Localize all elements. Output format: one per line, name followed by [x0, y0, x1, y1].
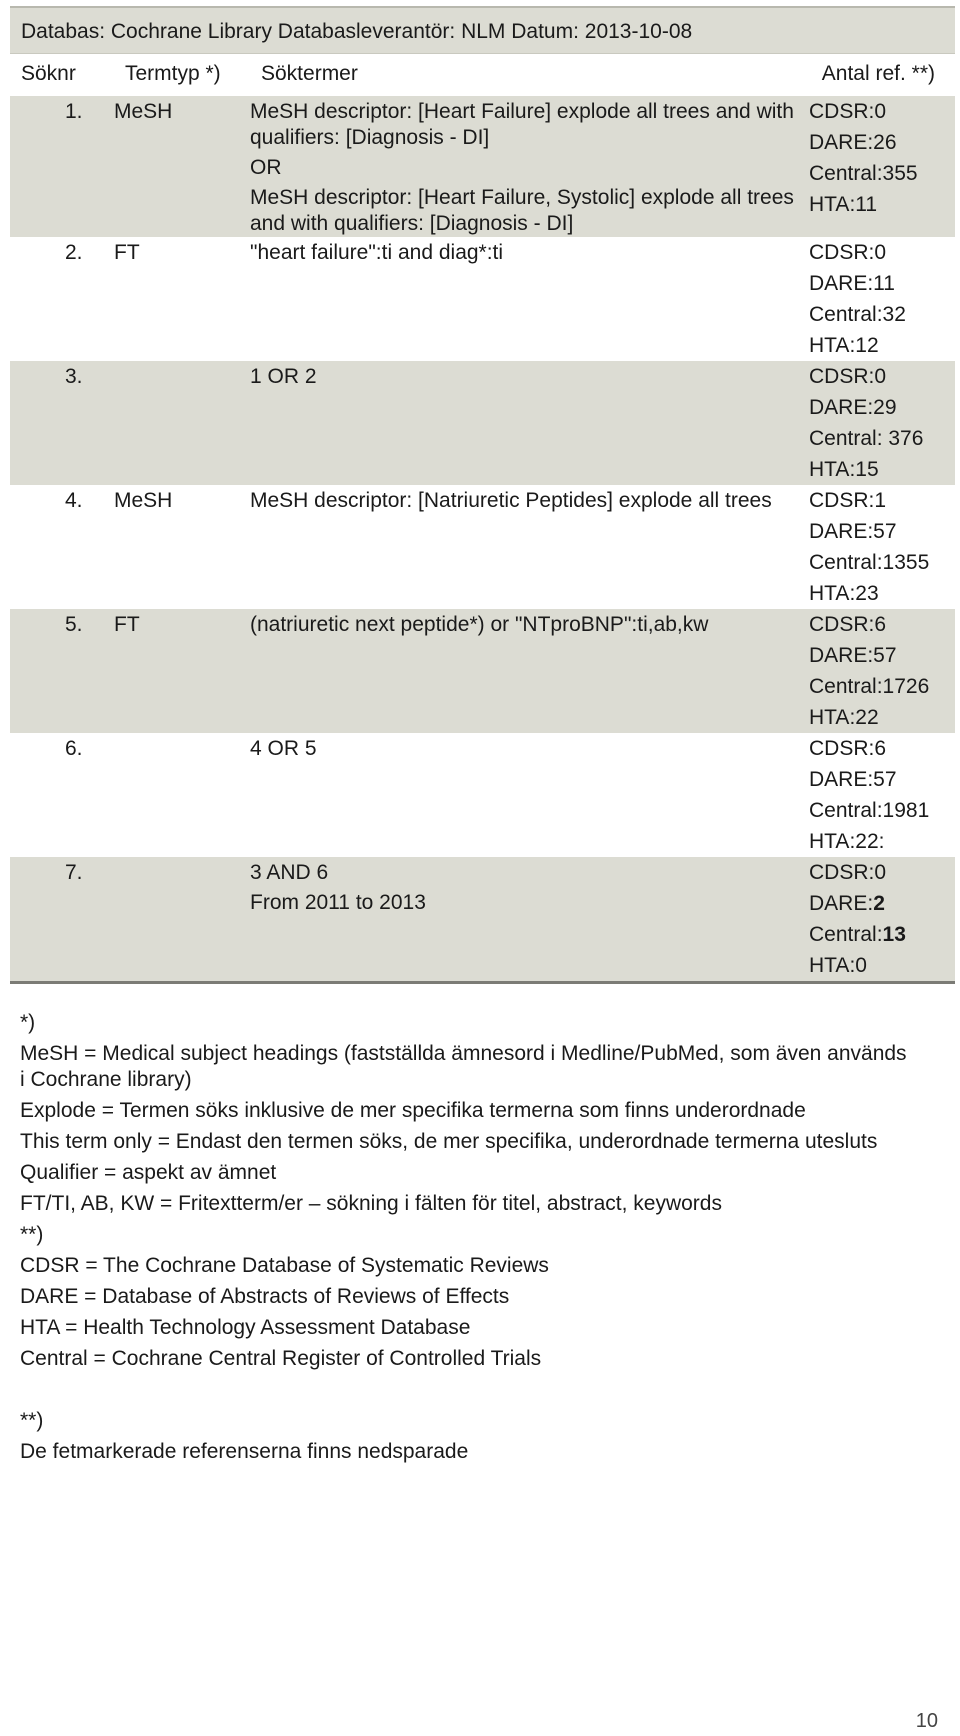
term-type: MeSH: [114, 96, 250, 237]
reference-count: Central:1355: [809, 551, 930, 574]
reference-count: DARE:57: [809, 520, 897, 543]
reference-count: Central:1726: [809, 675, 930, 698]
reference-count: CDSR:0: [809, 241, 887, 264]
footnote-line: This term only = Endast den termen söks, de mer specifika, underordnade termerna utesluts: [20, 1130, 878, 1153]
column-header-terms: Söktermer: [261, 62, 358, 85]
column-header-type: Termtyp *): [125, 62, 221, 85]
reference-count: Central: 376: [809, 427, 924, 450]
database-info-line: Databas: Cochrane Library Databasleverantör: NLM Datum: 2013-10-08: [10, 6, 955, 54]
search-terms: [250, 237, 809, 361]
column-header-nr: Söknr: [21, 62, 76, 85]
search-term-line: OR: [250, 156, 282, 179]
reference-count: DARE:29: [809, 396, 897, 419]
search-number: 6.: [65, 737, 83, 760]
search-term-line: 4 OR 5: [250, 737, 317, 760]
footnote-line: De fetmarkerade referenserna finns nedsparade: [20, 1440, 469, 1463]
footnote-line: Qualifier = aspekt av ämnet: [20, 1161, 277, 1184]
search-number: 1.: [10, 96, 114, 237]
footnote-line: HTA = Health Technology Assessment Database: [20, 1316, 471, 1339]
reference-count: CDSR:0: [809, 365, 887, 388]
reference-count: DARE:2: [809, 892, 885, 915]
footnote-line: *): [20, 1011, 36, 1034]
footnote-line: FT/TI, AB, KW = Fritextterm/er – sökning i fälten för titel, abstract, keywords: [20, 1192, 722, 1215]
table-row: [10, 733, 955, 857]
search-terms: [250, 857, 809, 983]
reference-count: Central:32: [809, 303, 906, 326]
search-number: 7.: [10, 857, 114, 983]
search-term-line: MeSH descriptor: [Heart Failure, Systolic] explode all trees and with qualifiers: [Diagnosis - DI]: [250, 186, 794, 235]
reference-count: DARE:11: [809, 272, 895, 295]
table-row: [10, 96, 955, 237]
search-terms: [250, 609, 809, 733]
reference-count: CDSR:0: [809, 861, 887, 884]
search-term-line: 3 AND 6: [250, 861, 329, 884]
reference-count: Central:1981: [809, 799, 930, 822]
reference-count: HTA:12: [809, 334, 879, 357]
search-number: 5.: [10, 609, 114, 733]
search-term-line: 1 OR 2: [250, 365, 317, 388]
search-term-line: From 2011 to 2013: [250, 891, 426, 914]
table-row: [10, 237, 955, 361]
search-term-line: MeSH descriptor: [Natriuretic Peptides] explode all trees: [250, 489, 772, 512]
reference-counts: [809, 733, 955, 857]
search-term-line: (natriuretic next peptide*) or "NTproBNP":ti,ab,kw: [250, 613, 709, 636]
search-terms: [250, 96, 809, 237]
table-header: [10, 57, 955, 91]
page-number: 10: [915, 1710, 938, 1732]
search-number: 4.: [65, 489, 83, 512]
footnote-line: CDSR = The Cochrane Database of Systematic Reviews: [20, 1254, 549, 1277]
reference-count: CDSR:1: [809, 489, 887, 512]
reference-count: Central:13: [809, 923, 906, 946]
table-row: [10, 485, 955, 609]
search-terms: [250, 485, 809, 609]
reference-count: HTA:11: [809, 193, 878, 216]
search-terms: [250, 733, 809, 857]
reference-count: CDSR:6: [809, 737, 887, 760]
reference-count: HTA:15: [809, 458, 879, 481]
footnote-line: Central = Cochrane Central Register of Controlled Trials: [20, 1347, 542, 1370]
table-row: [10, 361, 955, 485]
search-strategy-table: [10, 96, 955, 984]
term-type: MeSH: [114, 489, 173, 512]
search-number: 2.: [65, 241, 83, 264]
search-term-line: MeSH descriptor: [Heart Failure] explode all trees and with qualifiers: [Diagnosis - DI]: [250, 100, 794, 149]
term-type: FT: [114, 609, 250, 733]
reference-counts: [809, 361, 955, 485]
reference-count: HTA:22: [809, 706, 879, 729]
search-terms: [250, 361, 809, 485]
reference-count: HTA:23: [809, 582, 879, 605]
reference-count: DARE:57: [809, 644, 897, 667]
footnote-line: Explode = Termen söks inklusive de mer specifika termerna som finns underordnade: [20, 1099, 806, 1122]
reference-count: CDSR:6: [809, 613, 887, 636]
reference-counts: [809, 857, 955, 983]
reference-count: HTA:22:: [809, 830, 885, 853]
reference-counts: [809, 237, 955, 361]
footnotes: [20, 1010, 910, 1470]
search-number: 3.: [10, 361, 114, 485]
table-row: [10, 609, 955, 733]
footnote-line: MeSH = Medical subject headings (fastställda ämnesord i Medline/PubMed, som även används i Cochrane library): [20, 1042, 907, 1091]
reference-counts: [809, 609, 955, 733]
reference-count: HTA:0: [809, 954, 867, 977]
reference-count: DARE:57: [809, 768, 897, 791]
column-header-refs: Antal ref. **): [821, 62, 935, 85]
term-type: FT: [114, 241, 140, 264]
reference-counts: [809, 96, 955, 237]
footnote-line: [20, 1377, 910, 1403]
footnote-line: **): [20, 1223, 44, 1246]
term-type: [114, 857, 250, 983]
reference-count: CDSR:0: [809, 100, 887, 123]
term-type: [114, 361, 250, 485]
term-type: [114, 733, 250, 857]
footnote-line: **): [20, 1409, 44, 1432]
search-term-line: "heart failure":ti and diag*:ti: [250, 241, 504, 264]
search-rows: [10, 96, 955, 983]
reference-count: DARE:26: [809, 131, 897, 154]
footnote-line: DARE = Database of Abstracts of Reviews of Effects: [20, 1285, 510, 1308]
reference-counts: [809, 485, 955, 609]
table-row: [10, 857, 955, 983]
reference-count: Central:355: [809, 162, 918, 185]
